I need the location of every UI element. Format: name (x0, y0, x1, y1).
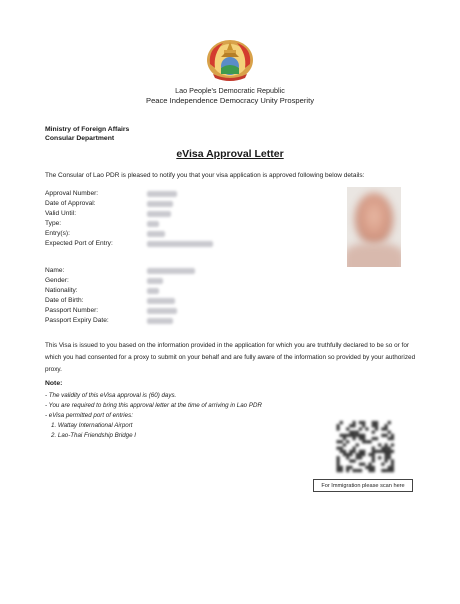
field-label: Name: (45, 267, 65, 274)
field-label: Valid Until: (45, 210, 77, 217)
applicant-photo-icon (347, 187, 401, 267)
redacted-value (147, 288, 159, 294)
field-label: Approval Number: (45, 190, 99, 197)
field-label: Passport Expiry Date: (45, 317, 109, 324)
declaration-paragraph: This Visa is issued to you based on the information provided in the application for which you are truthfully declared to be so or for which you had consented for a proxy to submit on your behalf and are fully aware of the information so provided by your authorized proxy. (45, 342, 416, 373)
note-line: - eVisa permitted port of entries: (45, 412, 133, 419)
redacted-value (147, 211, 171, 217)
national-motto: Peace Independence Democracy Unity Prosperity (146, 96, 314, 105)
blurred-shoulders (347, 243, 401, 267)
redacted-value (147, 298, 175, 304)
field-label: Date of Birth: (45, 297, 84, 304)
redacted-value (147, 191, 177, 197)
field-label: Nationality: (45, 287, 78, 294)
note-line: - You are required to bring this approval letter at the time of arriving in Lao PDR (45, 402, 262, 409)
redacted-value (147, 268, 195, 274)
redacted-value (147, 278, 163, 284)
field-label: Entry(s): (45, 230, 70, 237)
qr-scan-caption: For Immigration please scan here (313, 479, 413, 492)
port-item: 2. Lao-Thai Friendship Bridge I (51, 432, 136, 439)
redacted-value (147, 241, 213, 247)
department-name: Consular Department (45, 135, 115, 142)
qr-code-icon (336, 420, 394, 474)
issuer-block (45, 125, 129, 143)
field-label: Date of Approval: (45, 200, 96, 207)
redacted-value (147, 231, 165, 237)
redacted-value (147, 221, 159, 227)
intro-text: The Consular of Lao PDR is pleased to notify you that your visa application is approved following below details: (45, 172, 365, 179)
redacted-value (147, 318, 173, 324)
note-list (45, 391, 262, 441)
document-title: eVisa Approval Letter (176, 148, 284, 160)
redacted-value (147, 308, 177, 314)
note-line: - The validity of this eVisa approval is (60) days. (45, 392, 177, 399)
field-label: Type: (45, 220, 62, 227)
field-label: Expected Port of Entry: (45, 240, 113, 247)
redacted-value (147, 201, 173, 207)
field-label: Passport Number: (45, 307, 99, 314)
republic-name: Lao People's Democratic Republic (175, 86, 285, 95)
note-title: Note: (45, 380, 63, 387)
field-label: Gender: (45, 277, 69, 284)
blurred-face (355, 193, 393, 245)
lao-national-emblem-icon (205, 38, 255, 82)
ministry-name: Ministry of Foreign Affairs (45, 126, 130, 133)
port-item: 1. Wattay International Airport (51, 422, 133, 429)
